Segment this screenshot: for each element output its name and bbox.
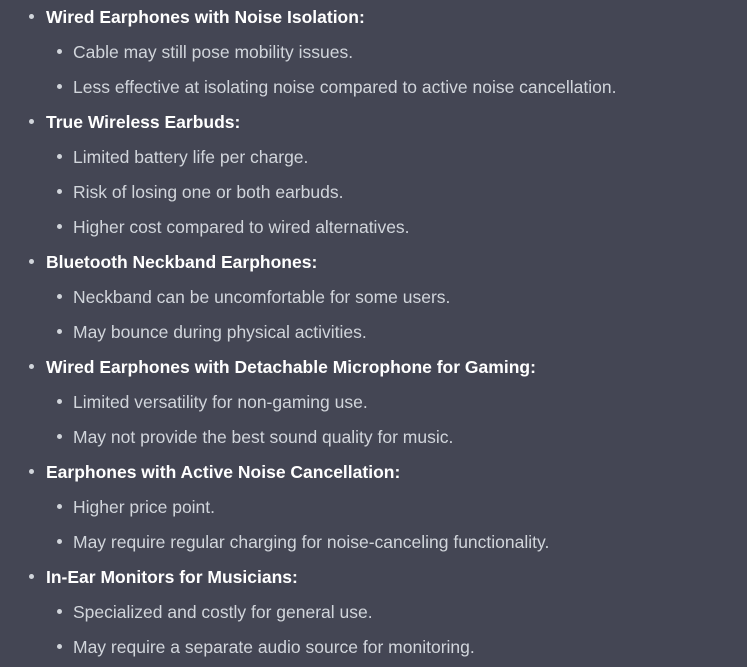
list-item-text: Limited battery life per charge. (73, 147, 309, 167)
section-heading (0, 560, 747, 595)
bullet-icon (57, 329, 62, 334)
sub-list (0, 35, 747, 105)
list-item-text: May require a separate audio source for monitoring. (73, 637, 475, 657)
bullet-icon (29, 119, 34, 124)
bullet-icon (57, 539, 62, 544)
list-section (0, 105, 747, 245)
section-heading (0, 350, 747, 385)
list-item-text: Cable may still pose mobility issues. (73, 42, 354, 62)
section-title: True Wireless Earbuds: (46, 112, 241, 132)
bullet-icon (57, 189, 62, 194)
bullet-icon (57, 434, 62, 439)
bullet-icon (57, 294, 62, 299)
section-title: Wired Earphones with Detachable Microphone for Gaming: (46, 357, 536, 377)
list-item-text: May not provide the best sound quality for music. (73, 427, 454, 447)
list-item (0, 315, 747, 350)
section-title: Bluetooth Neckband Earphones: (46, 252, 318, 272)
list-section (0, 245, 747, 350)
list-item-text: May bounce during physical activities. (73, 322, 367, 342)
bullet-icon (29, 14, 34, 19)
bullet-icon (29, 574, 34, 579)
list-item-text: Higher cost compared to wired alternatives. (73, 217, 410, 237)
bullet-icon (57, 154, 62, 159)
section-title: Wired Earphones with Noise Isolation: (46, 7, 365, 27)
list-item (0, 525, 747, 560)
list-item (0, 280, 747, 315)
list-item (0, 70, 747, 105)
bullet-icon (57, 504, 62, 509)
bullet-icon (57, 84, 62, 89)
list-item (0, 385, 747, 420)
sub-list (0, 490, 747, 560)
section-heading (0, 105, 747, 140)
list-item (0, 595, 747, 630)
list-item-text: Higher price point. (73, 497, 216, 517)
sub-list (0, 140, 747, 245)
sub-list (0, 595, 747, 665)
list-item (0, 140, 747, 175)
list-item (0, 175, 747, 210)
bullet-icon (29, 364, 34, 369)
list-item-text: Less effective at isolating noise compared to active noise cancellation. (73, 77, 617, 97)
list-item (0, 490, 747, 525)
section-title: Earphones with Active Noise Cancellation: (46, 462, 401, 482)
sub-list (0, 280, 747, 350)
list-section (0, 560, 747, 665)
list-section (0, 350, 747, 455)
list-item-text: Risk of losing one or both earbuds. (73, 182, 344, 202)
list-item (0, 420, 747, 455)
sub-list (0, 385, 747, 455)
bullet-icon (29, 469, 34, 474)
section-heading (0, 245, 747, 280)
bullet-icon (57, 399, 62, 404)
bullet-icon (57, 644, 62, 649)
list-item-text: Neckband can be uncomfortable for some users. (73, 287, 451, 307)
bullet-icon (57, 609, 62, 614)
list-item (0, 630, 747, 665)
list-section (0, 0, 747, 105)
section-heading (0, 0, 747, 35)
list-item-text: May require regular charging for noise-canceling functionality. (73, 532, 550, 552)
bullet-icon (57, 49, 62, 54)
list-item (0, 210, 747, 245)
section-heading (0, 455, 747, 490)
list-section (0, 455, 747, 560)
list-item-text: Limited versatility for non-gaming use. (73, 392, 368, 412)
list-item-text: Specialized and costly for general use. (73, 602, 373, 622)
section-title: In-Ear Monitors for Musicians: (46, 567, 298, 587)
bullet-icon (29, 259, 34, 264)
bullet-icon (57, 224, 62, 229)
list-item (0, 35, 747, 70)
